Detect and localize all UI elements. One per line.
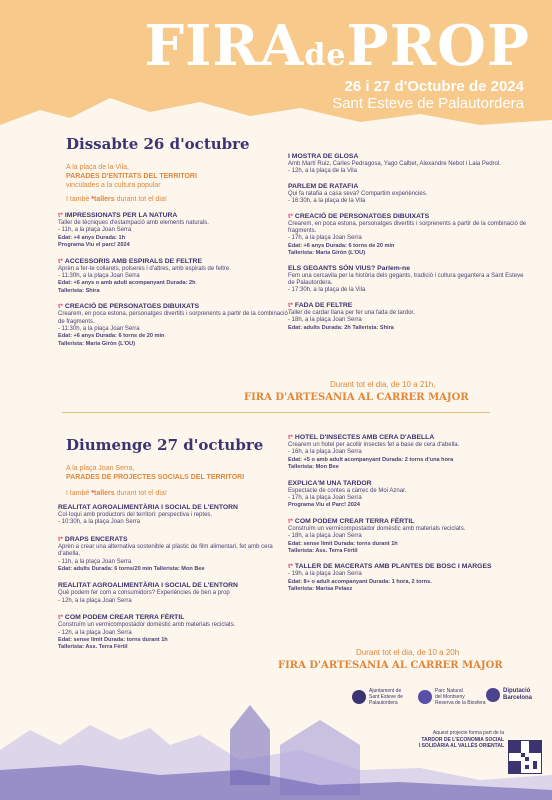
taller-star-icon: t* (58, 303, 63, 311)
taller-star-icon: t* (58, 257, 63, 265)
event-title (288, 153, 528, 161)
event-title (58, 212, 288, 220)
event-title-text: COM PODEM CREAR TERRA FÈRTIL (294, 517, 415, 525)
taller-star-icon: t* (288, 434, 293, 441)
event-time: - 16h, a la plaça Joan Serra (288, 449, 362, 456)
event-time: - 16:30h, a la plaça de la Vila (288, 198, 366, 205)
event-meta1: Edat: +6 anys Durada: 6 torns de 20 min (58, 333, 165, 340)
event-item (288, 265, 528, 295)
diputacio-icon (486, 688, 500, 702)
event-item (58, 614, 288, 652)
taller-star-icon: t* (288, 212, 293, 220)
event-title-text: COM PODEM CREAR TERRA FÈRTIL (64, 614, 185, 622)
sunday-fira-title: FIRA D'ARTESANIA AL CARRER MAJOR (278, 660, 503, 671)
event-title-text: CREACIÓ DE PERSONATGES DIBUIXATS (294, 212, 430, 220)
event-time: - 17h, a la plaça Joan Serra (288, 495, 362, 502)
saturday-fira-hours: Durant tot el dia, de 10 a 21h, (330, 380, 436, 389)
event-time: - 18h, a la plaça Joan Serra (288, 533, 362, 540)
event-time: - 11:30h, a la plaça Joan Serra (58, 273, 140, 280)
footnote: Aquest projecte forma part de la TARDOR DE L'ECONOMIA SOCIAL I SOLIDÀRIA AL VALLÈS ORIENTAL (418, 730, 504, 749)
event-meta1: Edat: +6 anys Durada: 6 torns de 20 min (288, 242, 395, 249)
event-meta2: Tallerista: Marisa Pelaez (288, 586, 353, 593)
event-title-text: FADA DE FELTRE (294, 301, 353, 309)
event-item (58, 582, 288, 605)
event-meta1: Edat: sense límit Durada: torns durant 1h (58, 637, 168, 644)
event-desc: Construïm un vermicompostador domèstic amb materials reciclats. (288, 525, 466, 532)
event-title (58, 504, 288, 512)
event-meta1: Programa Viu el Parc! 2024 (288, 502, 361, 509)
sunday-tallers-note: I també *tallers durant tot el dia! (66, 490, 167, 497)
event-title-text: EXPLICA'M UNA TARDOR (288, 479, 372, 487)
saturday-tallers-note: I també *tallers durant tot el dia! (66, 196, 167, 203)
event-meta2: Tallerista: Maria Giròn (L'OU) (288, 250, 366, 257)
event-desc: Taller de tècniques d'estampació amb elements naturals. (58, 220, 209, 226)
event-item (58, 258, 288, 296)
event-meta1: Edat: 8+ o adult acompanyant Durada: 1 hora, 2 torns. (288, 578, 432, 585)
event-meta1: Edat: sense límit Durada: torns durant 1h (288, 540, 398, 547)
event-title (58, 614, 288, 622)
event-meta2: Tallerista: Maria Giròn (L'OU) (58, 340, 136, 347)
event-meta1: Edat: +6 anys o amb adult acompanyant Durada: 2h (58, 280, 196, 287)
sunday-left-column (58, 504, 288, 661)
event-desc: Crearem un hotel per acollir insectes fet a base de cera d'abella. (288, 442, 460, 448)
parc-natural-icon (418, 690, 432, 704)
event-time: - 10:30h, a la plaça Joan Serra (58, 519, 141, 526)
event-dates: 26 i 27 d'Octubre de 2024 (344, 78, 524, 95)
event-title-text: PARLEM DE RATAFIA (288, 182, 359, 190)
sunday-right-column (288, 434, 528, 602)
event-meta2: Programa Viu el parc! 2024 (58, 242, 130, 249)
event-meta2: Tallerista: Ass. Terra Fèrtil (58, 644, 128, 651)
event-meta2: Tallerista: Mon Bee (288, 464, 339, 471)
event-title-text: REALITAT AGROALIMENTÀRIA I SOCIAL DE L'ENTORN (58, 582, 238, 590)
event-title (58, 258, 288, 266)
event-meta1: Edat: adults Durada: 6 torns/20 min Tallerista: Mon Bee (58, 566, 205, 573)
event-meta2: Tallerista: Ass. Terra Fèrtil (288, 548, 358, 555)
event-item (288, 183, 528, 206)
saturday-intro: A la plaça de la Vila, PARADES D'ENTITATS DEL TERRITORI vinculades a la cultura popular (66, 164, 197, 189)
event-title (288, 518, 528, 526)
event-title (58, 582, 288, 590)
event-place: Sant Esteve de Palautordera (332, 95, 524, 112)
event-meta1: Edat: +5 o amb adult acompanyant Durada: 2 torns d'una hora (288, 456, 454, 463)
event-item (58, 504, 288, 527)
event-title (288, 183, 528, 191)
event-title (58, 536, 288, 544)
event-title (58, 303, 288, 311)
event-meta2: Tallerista: Shira (58, 287, 100, 294)
event-meta1: Edat: +4 anys Durada: 1h (58, 234, 125, 241)
event-title-text: TALLER DE MACERATS AMB PLANTES DE BOSC I MARGES (294, 563, 492, 571)
event-title-text: DRAPS ENCERATS (64, 535, 128, 543)
event-title-text: HOTEL D'INSECTES AMB CERA D'ABELLA (294, 434, 435, 441)
event-title (288, 302, 528, 310)
saturday-fira-title: FIRA D'ARTESANIA AL CARRER MAJOR (244, 392, 469, 403)
event-item (288, 518, 528, 556)
event-meta1: Edat: adults Durada: 2h Tallerista: Shira (288, 324, 394, 331)
poster-title: FIRAdePROP (144, 13, 530, 79)
taller-star-icon: t* (58, 535, 63, 543)
taller-star-icon: t* (58, 614, 63, 622)
event-title-text: ACCESSORIS AMB ESPIRALS DE FELTRE (64, 257, 203, 265)
event-desc: Col·loqui amb productors del territori: perspectiva i reptes. (58, 512, 213, 518)
taller-star-icon: t* (288, 517, 293, 525)
event-time: - 11:30h, a la plaça Joan Serra (58, 326, 140, 333)
saturday-left-column (58, 212, 288, 356)
event-title-text: ELS GEGANTS SÓN VIUS? Parlem-ne (288, 264, 410, 272)
event-desc: Amb Martí Ruiz, Carles Pedragosa, Yago Calbet, Alexandre Nebot i Laia Pedrol. (288, 161, 501, 167)
event-item (58, 303, 288, 348)
section-divider (62, 412, 490, 413)
ajuntament-icon (352, 690, 366, 704)
saturday-heading: Dissabte 26 d'octubre (66, 135, 250, 153)
event-title (288, 265, 528, 273)
event-desc: Fem una cercavila per la història dels gegants, tradició i cultura gegantera a Sant Esteve de Palautordera. (288, 272, 524, 287)
taller-star-icon: t* (288, 563, 293, 571)
event-title-text: REALITAT AGROALIMENTÀRIA I SOCIAL DE L'ENTORN (58, 504, 238, 511)
qr-code[interactable] (508, 740, 542, 774)
event-item (288, 213, 528, 258)
logo-diputacio: Diputació Barcelona (486, 688, 532, 702)
logo-ajuntament: Ajuntament de Sant Esteve de Palautordera (352, 688, 403, 706)
event-desc: Aprèn a crear una alternativa sostenible al plàstic de film alimentari, fet amb cera d'abella. (58, 543, 273, 558)
sunday-intro: A la plaça Joan Serra, PARADES DE PROJECTES SOCIALS DEL TERRITORI (66, 465, 245, 481)
event-item (58, 212, 288, 250)
logo-parc-natural: Parc Natural del Montseny Reserva de la Biosfera (418, 688, 486, 706)
event-desc: Qui fa ratafia a casa seva? Compartim experiències. (288, 190, 428, 197)
event-title-text: IMPRESSIONATS PER LA NATURA (64, 212, 178, 219)
event-desc: Què podem fer com a consumidors? Experiències de ben a prop (58, 590, 230, 597)
event-title (288, 480, 528, 488)
event-desc: Aprèn a fer-te collarets, polseres i d'altres, amb espirals de feltre. (58, 265, 231, 272)
event-time: - 11h, a la plaça Joan Serra (58, 227, 132, 234)
sunday-heading: Diumenge 27 d'octubre (66, 436, 264, 454)
saturday-right-column (288, 153, 528, 339)
taller-star-icon: t* (58, 212, 63, 219)
event-time: - 18h, a la plaça Joan Serra (288, 317, 362, 324)
event-item (288, 434, 528, 472)
event-title-text: I MOSTRA DE GLOSA (288, 153, 359, 160)
event-time: - 17h, a la plaça Joan Serra (288, 235, 362, 242)
event-item (288, 480, 528, 510)
event-desc: Crearem, en poca estona, personatges divertits i sorprenents a partir de la combinació de fragments. (58, 311, 288, 325)
event-desc: Crearem, en poca estona, personatges divertits i sorprenents a partir de la combinació de fragments. (288, 220, 527, 235)
taller-star-icon: t* (288, 301, 293, 309)
event-title (288, 213, 528, 221)
sunday-fira-hours: Durant tot el dia, de 10 a 20h (356, 648, 460, 657)
event-title-text: CREACIÓ DE PERSONATGES DIBUIXATS (64, 303, 200, 311)
event-title (288, 434, 528, 442)
event-time: - 17:30h, a la plaça de la Vila (288, 287, 366, 294)
event-item (288, 302, 528, 332)
event-item (288, 153, 528, 176)
event-desc: Taller de cardar llana per fer una fada de tardor. (288, 309, 415, 316)
qr-code-icon (509, 741, 541, 773)
event-time: - 19h, a la plaça Joan Serra (288, 571, 362, 578)
event-item (58, 536, 288, 574)
event-time: - 12h, a la plaça Joan Serra (58, 629, 132, 636)
event-time: - 12h, a la plaça de la Vila (288, 168, 357, 175)
event-item (288, 563, 528, 593)
event-desc: Construïm un vermicompostador domèstic amb materials reciclats. (58, 622, 236, 629)
event-title (288, 563, 528, 571)
event-desc: Espectacle de contes a càrrec de Moi Aznar. (288, 487, 407, 494)
event-time: - 12h, a la plaça Joan Serra (58, 597, 132, 604)
event-time: - 11h, a la plaça Joan Serra (58, 558, 132, 565)
